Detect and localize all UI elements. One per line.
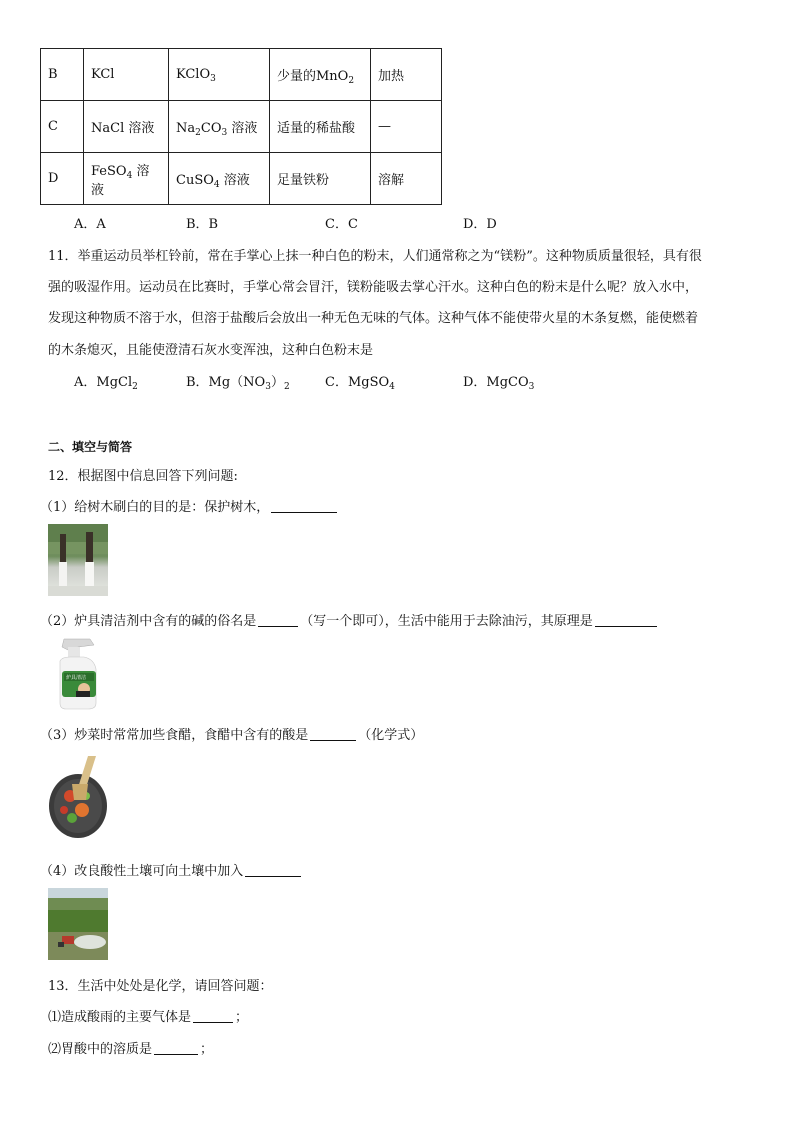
- section-title: 二、填空与简答: [48, 440, 133, 454]
- q11-line-2: 强的吸湿作用。运动员在比赛时，手掌心常会冒汗，镁粉能吸去掌心汗水。这种白色的粉末是什么呢？放入水中，: [48, 280, 699, 295]
- q13-sub2-text: ⑵胃酸中的溶质是: [48, 1042, 153, 1057]
- wok-stir-fry-image: [48, 756, 108, 840]
- q12-sub4: [40, 860, 303, 879]
- row-label: B: [41, 49, 84, 101]
- answer-blank[interactable]: [271, 499, 337, 513]
- q11-option-d: D．MgCO$_3$: [463, 375, 535, 392]
- q13-sub1-text: ⑴造成酸雨的主要气体是: [48, 1010, 192, 1025]
- q12-sub2: [40, 610, 659, 629]
- cell-impurity: KClO$_3$: [169, 49, 270, 101]
- cell-substance: KCl: [84, 49, 169, 101]
- q12-sub3: [40, 724, 423, 743]
- answer-blank[interactable]: [310, 727, 356, 741]
- q11-line-4: 的木条熄灭，且能使澄清石灰水变浑浊，这种白色粉末是: [48, 343, 374, 358]
- tree-whitewash-image: [48, 524, 108, 596]
- table-row: [41, 153, 442, 205]
- answer-blank[interactable]: [245, 863, 301, 877]
- cell-impurity: $Na_2CO_3$ 溶液: [169, 101, 270, 153]
- cell-impurity: CuSO$_4$ 溶液: [169, 153, 270, 205]
- answer-blank[interactable]: [154, 1041, 198, 1055]
- q11-line-1: 11．举重运动员举杠铃前，常在手掌心上抹一种白色的粉末，人们通常称之为“镁粉”。这种物质质量很轻，具有很: [48, 249, 702, 264]
- table-row: [41, 101, 442, 153]
- options-table: [40, 48, 442, 205]
- q10-option-a: A．A: [74, 217, 106, 232]
- q10-option-b: B．B: [186, 217, 219, 232]
- q10-option-d: D．D: [463, 217, 497, 232]
- q11-option-c: C．MgSO$_4$: [325, 375, 395, 392]
- cell-reagent: 适量的稀盐酸: [270, 101, 371, 153]
- field-liming-image: [48, 888, 108, 960]
- q13-sub2-end: ；: [200, 1042, 214, 1057]
- spray-bottle-image: [50, 637, 108, 711]
- q10-option-c: C．C: [325, 217, 358, 232]
- q11-option-b: B．$Mg(NO_3)_2$: [186, 375, 290, 392]
- answer-blank[interactable]: [258, 613, 298, 627]
- q12-sub2-text-b: （写一个即可），生活中能用于去除油污，其原理是: [300, 614, 593, 629]
- cell-substance: FeSO$_4$ 溶液: [84, 153, 169, 205]
- q12-sub3-text-b: （化学式）: [358, 728, 424, 743]
- q12-sub3-text-a: （3）炒菜时常常加些食醋，食醋中含有的酸是: [40, 728, 309, 743]
- q13-sub1: [48, 1006, 248, 1025]
- q11-option-a: A．MgCl$_2$: [74, 375, 138, 392]
- cell-substance: NaCl 溶液: [84, 101, 169, 153]
- q12-sub2-text-a: （2）炉具清洁剂中含有的碱的俗名是: [40, 614, 257, 629]
- row-label: D: [41, 153, 84, 205]
- row-label: C: [41, 101, 84, 153]
- cell-operation: 加热: [371, 49, 442, 101]
- q13-stem: 13．生活中处处是化学，请回答问题：: [48, 979, 273, 994]
- cell-operation: 溶解: [371, 153, 442, 205]
- bottle-label-text: 炉具清洁: [66, 675, 87, 681]
- table-row: [41, 49, 442, 101]
- cell-reagent: 足量铁粉: [270, 153, 371, 205]
- cell-reagent: 少量的MnO$_2$: [270, 49, 371, 101]
- q13-sub2: [48, 1038, 213, 1057]
- q11-line-3: 发现这种物质不溶于水，但溶于盐酸后会放出一种无色无味的气体。这种气体不能使带火星的木条复燃，能使燃着: [48, 311, 699, 326]
- cell-operation: —: [371, 101, 442, 153]
- answer-blank[interactable]: [595, 613, 657, 627]
- q12-stem: 12．根据图中信息回答下列问题:: [48, 469, 238, 484]
- q12-sub1-text: （1）给树木刷白的目的是：保护树木，: [40, 500, 270, 515]
- answer-blank[interactable]: [193, 1009, 233, 1023]
- q12-sub1: [40, 496, 339, 515]
- q13-sub1-end: ；: [235, 1010, 249, 1025]
- q12-sub4-text: （4）改良酸性土壤可向土壤中加入: [40, 864, 244, 879]
